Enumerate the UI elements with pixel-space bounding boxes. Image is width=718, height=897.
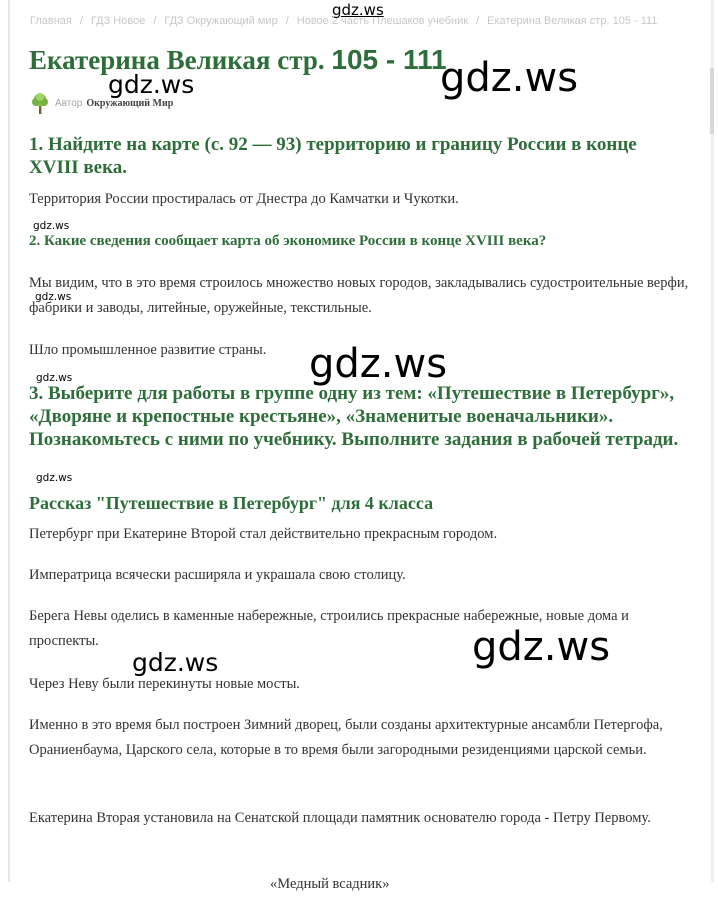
watermark: gdz.ws bbox=[36, 472, 73, 484]
watermark-top: gdz.ws bbox=[332, 1, 384, 19]
breadcrumb-current: Екатерина Великая стр. 105 - 111 bbox=[487, 15, 658, 27]
story-paragraph-5: Именно в это время был построен Зимний дворец, были созданы архитектурные ансамбли Петергофа, Ораниенбаума, Царского села, которые в то время были загородными резиденциями царской семьи. bbox=[29, 717, 663, 758]
watermark: gdz.ws bbox=[35, 291, 72, 303]
left-border-rule bbox=[8, 0, 10, 882]
breadcrumb-separator: / bbox=[285, 15, 289, 27]
breadcrumb-home[interactable]: Главная bbox=[30, 15, 72, 27]
story-paragraph-6: Екатерина Вторая установила на Сенатской площади памятник основателю города - Петру Первому. bbox=[29, 810, 651, 826]
question-1: 1. Найдите на карте (с. 92 — 93) территорию и границу России в конце XVIII века. bbox=[29, 134, 637, 178]
watermark: gdz.ws bbox=[309, 341, 448, 387]
breadcrumb-gdz-world[interactable]: ГДЗ Окружающий мир bbox=[164, 15, 278, 27]
story-title: Рассказ "Путешествие в Петербург" для 4 класса bbox=[29, 493, 434, 513]
answer-1: Территория России простиралась от Днестра до Камчатки и Чукотки. bbox=[29, 191, 459, 207]
story-paragraph-partial: «Медный всадник» bbox=[270, 876, 390, 892]
story-paragraph-2: Императрица всячески расширяла и украшала свою столицу. bbox=[29, 567, 406, 583]
question-3: 3. Выберите для работы в группе одну из тем: «Путешествие в Петербург», «Дворяне и крепостные крестьяне», «Знаменитые военачальники». Познакомьтесь с ними по учебнику. Выполните задания в рабочей тетради. bbox=[29, 383, 679, 450]
watermark: gdz.ws bbox=[472, 624, 611, 670]
breadcrumb-separator: / bbox=[79, 15, 83, 27]
author-link[interactable]: Окружающий Мир bbox=[86, 97, 174, 109]
breadcrumb-separator: / bbox=[476, 15, 480, 27]
answer-2-paragraph-1: Мы видим, что в это время строилось множество новых городов, закладывались судостроительные верфи, фабрики и заводы, литейные, оружейные, текстильные. bbox=[29, 275, 689, 316]
breadcrumb-separator: / bbox=[153, 15, 157, 27]
author-label: Автор bbox=[55, 97, 83, 109]
page-title-text: Екатерина Великая стр. bbox=[29, 45, 325, 75]
scrollbar-thumb[interactable] bbox=[710, 68, 714, 134]
watermark: gdz.ws bbox=[36, 372, 73, 384]
watermark: gdz.ws bbox=[33, 220, 70, 232]
story-paragraph-1: Петербург при Екатерине Второй стал действительно прекрасным городом. bbox=[29, 526, 498, 542]
breadcrumb-gdz-new[interactable]: ГДЗ Новое bbox=[90, 15, 146, 27]
watermark: gdz.ws bbox=[132, 648, 219, 677]
tree-icon bbox=[30, 92, 50, 114]
breadcrumb-textbook[interactable]: Новое 2 часть Плешаков учебник bbox=[296, 15, 469, 27]
story-paragraph-3: Берега Невы оделись в каменные набережные, строились прекрасные набережные, новые дома и проспекты. bbox=[29, 608, 629, 649]
watermark: gdz.ws bbox=[440, 55, 579, 101]
watermark: gdz.ws bbox=[108, 70, 195, 99]
question-2: 2. Какие сведения сообщает карта об экономике России в конце XVIII века? bbox=[29, 233, 547, 249]
story-paragraph-4: Через Неву были перекинуты новые мосты. bbox=[29, 676, 300, 692]
answer-2-paragraph-2: Шло промышленное развитие страны. bbox=[29, 342, 267, 358]
page-title-pages: 105 - 111 bbox=[331, 44, 447, 75]
